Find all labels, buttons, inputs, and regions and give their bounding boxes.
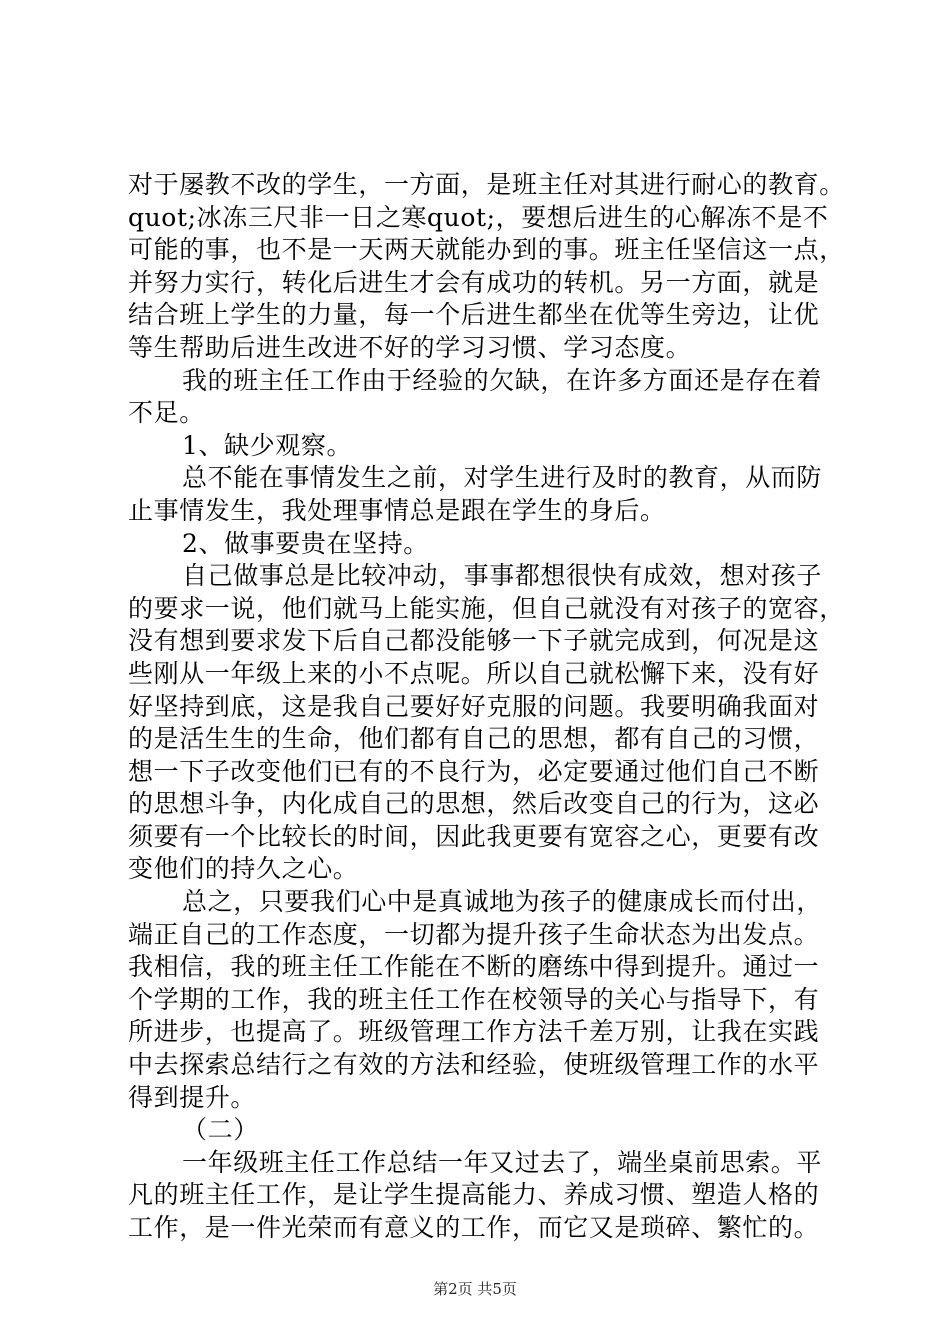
text-line: 2、做事要贵在坚持。 (182, 528, 429, 558)
text-line: 得到提升。 (128, 1082, 257, 1112)
text-line: 1、缺少观察。 (182, 430, 353, 460)
text-line: 须要有一个比较长的时间，因此我更要有宽容之心，更要有改 (128, 821, 820, 851)
text-line: 并努力实行，转化后进生才会有成功的转机。另一方面，就是 (128, 267, 820, 297)
text-line: （二） (182, 1115, 259, 1145)
text-line: 好坚持到底，这是我自己要好好克服的问题。我要明确我面对 (128, 691, 820, 721)
text-line: 中去探索总结行之有效的方法和经验，使班级管理工作的水平 (128, 1050, 820, 1080)
text-line: 我相信，我的班主任工作能在不断的磨练中得到提升。通过一 (128, 952, 820, 982)
text-line: 的是活生生的生命，他们都有自己的思想，都有自己的习惯， (128, 724, 820, 754)
text-line: 没有想到要求发下后自己都没能够一下子就完成到，何况是这 (128, 626, 820, 656)
text-line: 我的班主任工作由于经验的欠缺，在许多方面还是存在着 (182, 365, 823, 395)
text-line: 不足。 (128, 398, 205, 428)
text-line: 变他们的持久之心。 (128, 854, 359, 884)
text-line: 结合班上学生的力量，每一个后进生都坐在优等生旁边，让优 (128, 300, 820, 330)
text-line: 工作，是一件光荣而有意义的工作，而它又是琐碎、繁忙的。 (128, 1213, 820, 1242)
text-line: 自己做事总是比较冲动，事事都想很快有成效，想对孩子 (182, 561, 823, 591)
text-line: 的要求一说，他们就马上能实施，但自己就没有对孩子的宽容， (128, 593, 845, 623)
text-line: 想一下子改变他们已有的不良行为，必定要通过他们自己不断 (128, 756, 820, 786)
text-line: 的思想斗争，内化成自己的思想，然后改变自己的行为，这必 (128, 789, 820, 819)
text-line: 个学期的工作，我的班主任工作在校领导的关心与指导下，有 (128, 984, 820, 1014)
text-line: 一年级班主任工作总结一年又过去了，端坐桌前思索。平 (182, 1147, 823, 1177)
text-line: 止事情发生，我处理事情总是跟在学生的身后。 (128, 495, 666, 525)
text-line: 对于屡教不改的学生，一方面，是班主任对其进行耐心的教育。 (128, 170, 845, 199)
text-line: 端正自己的工作态度，一切都为提升孩子生命状态为出发点。 (128, 919, 820, 949)
text-line: 总之，只要我们心中是真诚地为孩子的健康成长而付出， (182, 887, 823, 917)
text-line: 可能的事，也不是一天两天就能办到的事。班主任坚信这一点， (128, 235, 845, 265)
text-line: 所进步，也提高了。班级管理工作方法千差万别，让我在实践 (128, 1017, 820, 1047)
text-line: quot;冰冻三尺非一日之寒quot;，要想后进生的心解冻不是不 (128, 202, 829, 232)
text-line: 等生帮助后进生改进不好的学习习惯、学习态度。 (128, 332, 692, 362)
body-text (128, 169, 845, 1245)
text-line: 凡的班主任工作，是让学生提高能力、养成习惯、塑造人格的 (128, 1180, 820, 1210)
page-number-footer: 第2页 共5页 (433, 1280, 517, 1298)
text-line: 些刚从一年级上来的小不点呢。所以自己就松懈下来，没有好 (128, 658, 820, 688)
text-line: 总不能在事情发生之前，对学生进行及时的教育，从而防 (182, 463, 823, 493)
